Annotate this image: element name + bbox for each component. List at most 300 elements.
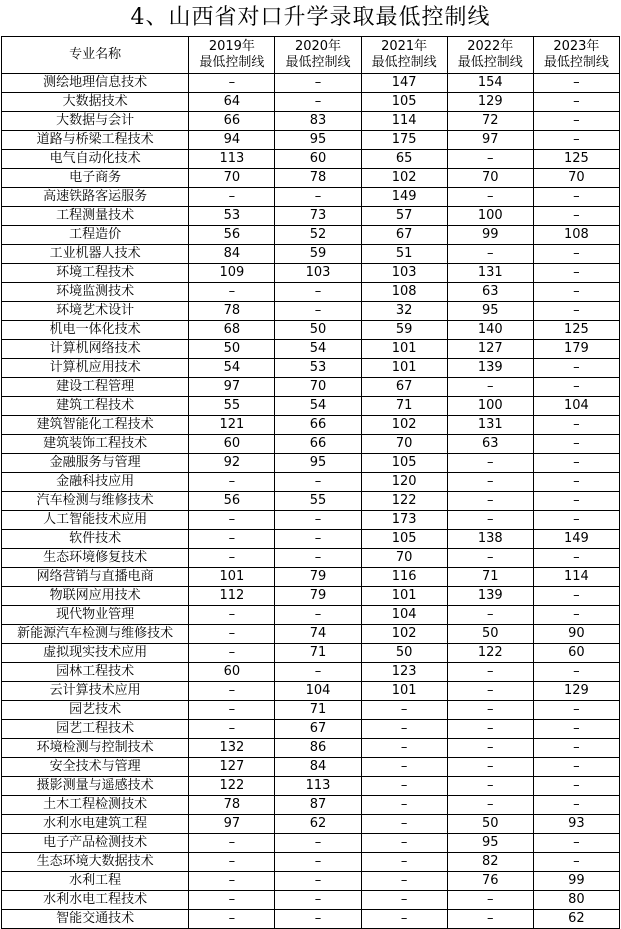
table-row (2, 340, 620, 359)
score-2020-cell: 50 (275, 321, 361, 340)
table-row (2, 910, 620, 929)
score-2023-cell: 149 (533, 530, 619, 549)
score-2023-cell: 114 (533, 568, 619, 587)
table-row (2, 853, 620, 872)
score-2020-cell: 59 (275, 245, 361, 264)
score-2022-cell: – (447, 720, 533, 739)
score-2019-cell: 109 (189, 264, 275, 283)
major-name-cell: 机电一体化技术 (2, 321, 189, 340)
major-name-cell: 建筑装饰工程技术 (2, 435, 189, 454)
score-2020-cell: 79 (275, 568, 361, 587)
score-2019-cell: 50 (189, 340, 275, 359)
score-2019-cell: 97 (189, 815, 275, 834)
score-2020-cell: 52 (275, 226, 361, 245)
score-2023-cell: 62 (533, 910, 619, 929)
major-name-cell: 电子产品检测技术 (2, 834, 189, 853)
column-header-2020 (275, 37, 361, 74)
major-name-cell: 新能源汽车检测与维修技术 (2, 625, 189, 644)
score-2020-cell: 62 (275, 815, 361, 834)
score-2022-cell: – (447, 701, 533, 720)
score-2022-cell: – (447, 891, 533, 910)
score-2019-cell: – (189, 625, 275, 644)
score-2021-cell: 57 (361, 207, 447, 226)
score-2020-cell: 60 (275, 150, 361, 169)
table-row (2, 226, 620, 245)
table-row (2, 264, 620, 283)
major-name-cell: 软件技术 (2, 530, 189, 549)
score-2023-cell: – (533, 435, 619, 454)
score-2023-cell: – (533, 283, 619, 302)
major-name-cell: 环境监测技术 (2, 283, 189, 302)
score-2021-cell: 102 (361, 416, 447, 435)
major-name-cell: 建设工程管理 (2, 378, 189, 397)
major-name-cell: 计算机应用技术 (2, 359, 189, 378)
score-2023-cell: 129 (533, 682, 619, 701)
table-row (2, 511, 620, 530)
header-year: 2023年 (553, 39, 600, 54)
table-body (2, 74, 620, 929)
score-2022-cell: 154 (447, 74, 533, 93)
table-row (2, 112, 620, 131)
score-2021-cell: – (361, 834, 447, 853)
score-2023-cell: – (533, 587, 619, 606)
major-name-cell: 计算机网络技术 (2, 340, 189, 359)
score-2019-cell: 53 (189, 207, 275, 226)
score-2019-cell: 122 (189, 777, 275, 796)
score-2020-cell: 86 (275, 739, 361, 758)
score-2023-cell: – (533, 549, 619, 568)
score-2020-cell: – (275, 511, 361, 530)
score-2023-cell: 90 (533, 625, 619, 644)
score-2022-cell: – (447, 378, 533, 397)
score-2019-cell: 97 (189, 378, 275, 397)
score-2023-cell: – (533, 245, 619, 264)
score-2020-cell: 103 (275, 264, 361, 283)
score-2023-cell: – (533, 416, 619, 435)
table-row (2, 150, 620, 169)
table-row (2, 739, 620, 758)
header-sub: 最低控制线 (457, 55, 523, 70)
score-2020-cell: – (275, 663, 361, 682)
score-2021-cell: 71 (361, 397, 447, 416)
table-row (2, 321, 620, 340)
score-2021-cell: 116 (361, 568, 447, 587)
major-name-cell: 安全技术与管理 (2, 758, 189, 777)
score-2019-cell: – (189, 682, 275, 701)
table-row (2, 188, 620, 207)
score-2020-cell: – (275, 530, 361, 549)
major-name-cell: 金融服务与管理 (2, 454, 189, 473)
table-row (2, 435, 620, 454)
column-header-2019 (189, 37, 275, 74)
score-2020-cell: 71 (275, 644, 361, 663)
major-name-cell: 水利水电工程技术 (2, 891, 189, 910)
score-2020-cell: 55 (275, 492, 361, 511)
score-2019-cell: 113 (189, 150, 275, 169)
score-2023-cell: – (533, 606, 619, 625)
table-row (2, 568, 620, 587)
score-2023-cell: – (533, 473, 619, 492)
table-row (2, 283, 620, 302)
score-2021-cell: 122 (361, 492, 447, 511)
major-name-cell: 摄影测量与遥感技术 (2, 777, 189, 796)
major-name-cell: 高速铁路客运服务 (2, 188, 189, 207)
major-name-cell: 园林工程技术 (2, 663, 189, 682)
score-2023-cell: – (533, 492, 619, 511)
score-2022-cell: 82 (447, 853, 533, 872)
major-name-cell: 建筑智能化工程技术 (2, 416, 189, 435)
score-2023-cell: 70 (533, 169, 619, 188)
table-row (2, 454, 620, 473)
score-2023-cell: 80 (533, 891, 619, 910)
score-2023-cell: – (533, 758, 619, 777)
major-name-cell: 环境艺术设计 (2, 302, 189, 321)
score-2022-cell: 95 (447, 834, 533, 853)
score-2023-cell: 108 (533, 226, 619, 245)
score-2023-cell: – (533, 264, 619, 283)
major-name-cell: 虚拟现实技术应用 (2, 644, 189, 663)
score-2021-cell: 51 (361, 245, 447, 264)
score-2019-cell: 121 (189, 416, 275, 435)
score-2023-cell: – (533, 777, 619, 796)
score-2019-cell: – (189, 644, 275, 663)
score-2021-cell: 101 (361, 359, 447, 378)
score-2019-cell: – (189, 872, 275, 891)
table-row (2, 682, 620, 701)
header-row (2, 37, 620, 74)
score-2020-cell: – (275, 188, 361, 207)
score-2019-cell: 84 (189, 245, 275, 264)
major-name-cell: 土木工程检测技术 (2, 796, 189, 815)
score-2020-cell: 104 (275, 682, 361, 701)
score-2023-cell: – (533, 188, 619, 207)
score-2023-cell: 99 (533, 872, 619, 891)
table-row (2, 549, 620, 568)
score-2022-cell: – (447, 739, 533, 758)
score-2019-cell: 92 (189, 454, 275, 473)
score-2023-cell: – (533, 302, 619, 321)
score-2021-cell: 59 (361, 321, 447, 340)
score-2020-cell: 78 (275, 169, 361, 188)
score-2021-cell: – (361, 872, 447, 891)
score-2021-cell: – (361, 853, 447, 872)
score-2019-cell: – (189, 511, 275, 530)
score-2021-cell: 104 (361, 606, 447, 625)
header-year: 2022年 (467, 39, 514, 54)
score-2019-cell: 60 (189, 435, 275, 454)
major-name-cell: 工业机器人技术 (2, 245, 189, 264)
score-2019-cell: – (189, 720, 275, 739)
table-row (2, 169, 620, 188)
major-name-cell: 建筑工程技术 (2, 397, 189, 416)
table-row (2, 815, 620, 834)
score-2023-cell: 125 (533, 321, 619, 340)
score-2019-cell: 56 (189, 492, 275, 511)
page-title: 4、山西省对口升学录取最低控制线 (130, 5, 491, 30)
score-2023-cell: – (533, 112, 619, 131)
table-row (2, 720, 620, 739)
score-2021-cell: – (361, 777, 447, 796)
score-2019-cell: – (189, 283, 275, 302)
score-2021-cell: 65 (361, 150, 447, 169)
score-2022-cell: 139 (447, 359, 533, 378)
score-2021-cell: 67 (361, 378, 447, 397)
score-2019-cell: 127 (189, 758, 275, 777)
score-2021-cell: 102 (361, 169, 447, 188)
score-2023-cell: – (533, 511, 619, 530)
major-name-cell: 智能交通技术 (2, 910, 189, 929)
score-2021-cell: – (361, 815, 447, 834)
score-2020-cell: – (275, 910, 361, 929)
score-2022-cell: 50 (447, 625, 533, 644)
score-2020-cell: 70 (275, 378, 361, 397)
score-2021-cell: – (361, 701, 447, 720)
score-2023-cell: – (533, 359, 619, 378)
table-row (2, 131, 620, 150)
score-2020-cell: 95 (275, 454, 361, 473)
major-name-cell: 汽车检测与维修技术 (2, 492, 189, 511)
major-name-cell: 云计算技术应用 (2, 682, 189, 701)
major-name-cell: 水利水电建筑工程 (2, 815, 189, 834)
score-2022-cell: 71 (447, 568, 533, 587)
score-2020-cell: – (275, 283, 361, 302)
score-2022-cell: 100 (447, 207, 533, 226)
column-header-2022 (447, 37, 533, 74)
score-2019-cell: 64 (189, 93, 275, 112)
table-row (2, 663, 620, 682)
score-2022-cell: 127 (447, 340, 533, 359)
score-table (1, 36, 620, 929)
table-row (2, 359, 620, 378)
table-row (2, 93, 620, 112)
table-row (2, 758, 620, 777)
score-2019-cell: 55 (189, 397, 275, 416)
score-2023-cell: – (533, 454, 619, 473)
score-2019-cell: – (189, 188, 275, 207)
score-2022-cell: 131 (447, 416, 533, 435)
score-2019-cell: 66 (189, 112, 275, 131)
score-2023-cell: 93 (533, 815, 619, 834)
score-2022-cell: – (447, 245, 533, 264)
score-2020-cell: 66 (275, 416, 361, 435)
score-2020-cell: – (275, 549, 361, 568)
score-2019-cell: – (189, 549, 275, 568)
header-sub: 最低控制线 (543, 55, 609, 70)
major-name-cell: 环境检测与控制技术 (2, 739, 189, 758)
score-2021-cell: 114 (361, 112, 447, 131)
score-2022-cell: – (447, 663, 533, 682)
score-2021-cell: 32 (361, 302, 447, 321)
table-row (2, 606, 620, 625)
major-name-cell: 生态环境修复技术 (2, 549, 189, 568)
score-2021-cell: – (361, 758, 447, 777)
score-2021-cell: 105 (361, 530, 447, 549)
major-name-cell: 水利工程 (2, 872, 189, 891)
score-2021-cell: – (361, 720, 447, 739)
score-2021-cell: 149 (361, 188, 447, 207)
score-2023-cell: – (533, 131, 619, 150)
score-2020-cell: 95 (275, 131, 361, 150)
score-2023-cell: – (533, 701, 619, 720)
major-name-cell: 网络营销与直播电商 (2, 568, 189, 587)
score-2022-cell: 139 (447, 587, 533, 606)
major-name-cell: 园艺工程技术 (2, 720, 189, 739)
major-name-cell: 电气自动化技术 (2, 150, 189, 169)
score-2023-cell: – (533, 207, 619, 226)
header-sub: 最低控制线 (199, 55, 265, 70)
major-name-cell: 测绘地理信息技术 (2, 74, 189, 93)
score-2023-cell: – (533, 74, 619, 93)
score-2019-cell: – (189, 910, 275, 929)
score-2022-cell: – (447, 511, 533, 530)
major-name-cell: 园艺技术 (2, 701, 189, 720)
score-2023-cell: – (533, 720, 619, 739)
header-sub: 最低控制线 (285, 55, 351, 70)
score-2022-cell: – (447, 796, 533, 815)
table-row (2, 378, 620, 397)
score-2019-cell: 70 (189, 169, 275, 188)
score-2023-cell: – (533, 739, 619, 758)
score-2022-cell: – (447, 758, 533, 777)
score-2023-cell: – (533, 796, 619, 815)
score-2023-cell: 179 (533, 340, 619, 359)
score-2020-cell: 54 (275, 397, 361, 416)
score-2020-cell: 53 (275, 359, 361, 378)
score-2022-cell: – (447, 606, 533, 625)
score-2019-cell: 78 (189, 796, 275, 815)
column-header-major: 专业名称 (2, 37, 189, 74)
score-2020-cell: – (275, 891, 361, 910)
score-2021-cell: 175 (361, 131, 447, 150)
score-2020-cell: – (275, 853, 361, 872)
major-name-cell: 生态环境大数据技术 (2, 853, 189, 872)
table-row (2, 492, 620, 511)
score-2022-cell: – (447, 150, 533, 169)
major-name-cell: 现代物业管理 (2, 606, 189, 625)
score-2022-cell: 50 (447, 815, 533, 834)
score-2020-cell: 67 (275, 720, 361, 739)
table-row (2, 644, 620, 663)
table-row (2, 397, 620, 416)
table-row (2, 834, 620, 853)
score-2021-cell: 101 (361, 340, 447, 359)
score-2021-cell: 102 (361, 625, 447, 644)
score-2022-cell: – (447, 682, 533, 701)
score-2023-cell: 125 (533, 150, 619, 169)
score-2019-cell: 60 (189, 663, 275, 682)
table-row (2, 245, 620, 264)
header-year: 2020年 (294, 39, 342, 54)
score-2022-cell: – (447, 777, 533, 796)
major-name-cell: 工程造价 (2, 226, 189, 245)
score-2022-cell: 122 (447, 644, 533, 663)
score-2022-cell: 95 (447, 302, 533, 321)
header-year: 2019年 (208, 39, 255, 54)
score-2022-cell: 97 (447, 131, 533, 150)
score-2020-cell: 83 (275, 112, 361, 131)
score-2021-cell: 101 (361, 682, 447, 701)
major-name-cell: 大数据技术 (2, 93, 189, 112)
score-2019-cell: – (189, 74, 275, 93)
score-2022-cell: 63 (447, 435, 533, 454)
table-row (2, 416, 620, 435)
score-2021-cell: – (361, 739, 447, 758)
score-2019-cell: – (189, 530, 275, 549)
score-2020-cell: 79 (275, 587, 361, 606)
score-2019-cell: 56 (189, 226, 275, 245)
score-2020-cell: – (275, 302, 361, 321)
score-2020-cell: – (275, 834, 361, 853)
score-2023-cell: – (533, 853, 619, 872)
major-name-cell: 人工智能技术应用 (2, 511, 189, 530)
table-row (2, 625, 620, 644)
table-row (2, 891, 620, 910)
table-row (2, 701, 620, 720)
major-name-cell: 道路与桥梁工程技术 (2, 131, 189, 150)
score-2019-cell: 54 (189, 359, 275, 378)
score-2021-cell: 70 (361, 435, 447, 454)
score-2022-cell: – (447, 549, 533, 568)
score-2020-cell: – (275, 93, 361, 112)
score-2022-cell: 99 (447, 226, 533, 245)
column-header-2023 (533, 37, 619, 74)
score-2020-cell: 66 (275, 435, 361, 454)
table-row (2, 530, 620, 549)
score-2020-cell: – (275, 74, 361, 93)
score-2019-cell: 132 (189, 739, 275, 758)
score-2022-cell: 76 (447, 872, 533, 891)
column-header-2021 (361, 37, 447, 74)
header-year: 2021年 (381, 39, 428, 54)
score-2019-cell: 101 (189, 568, 275, 587)
score-2021-cell: – (361, 891, 447, 910)
score-2021-cell: 50 (361, 644, 447, 663)
score-2022-cell: – (447, 454, 533, 473)
score-2021-cell: 105 (361, 93, 447, 112)
score-2022-cell: 140 (447, 321, 533, 340)
score-2020-cell: 74 (275, 625, 361, 644)
score-2020-cell: – (275, 872, 361, 891)
table-row (2, 777, 620, 796)
score-2021-cell: 101 (361, 587, 447, 606)
major-name-cell: 电子商务 (2, 169, 189, 188)
score-2020-cell: – (275, 473, 361, 492)
score-2023-cell: 60 (533, 644, 619, 663)
score-2021-cell: 173 (361, 511, 447, 530)
score-2021-cell: – (361, 910, 447, 929)
score-2022-cell: – (447, 473, 533, 492)
score-2019-cell: 112 (189, 587, 275, 606)
score-2019-cell: – (189, 701, 275, 720)
table-row (2, 207, 620, 226)
score-2020-cell: 84 (275, 758, 361, 777)
score-2019-cell: – (189, 834, 275, 853)
score-2022-cell: 138 (447, 530, 533, 549)
score-2022-cell: – (447, 910, 533, 929)
score-2019-cell: 94 (189, 131, 275, 150)
score-2021-cell: 105 (361, 454, 447, 473)
score-2022-cell: 129 (447, 93, 533, 112)
score-2020-cell: – (275, 606, 361, 625)
score-2021-cell: 123 (361, 663, 447, 682)
score-2021-cell: 70 (361, 549, 447, 568)
score-2022-cell: 100 (447, 397, 533, 416)
score-2020-cell: 71 (275, 701, 361, 720)
score-2022-cell: 72 (447, 112, 533, 131)
score-2019-cell: – (189, 606, 275, 625)
score-2023-cell: 104 (533, 397, 619, 416)
score-2021-cell: – (361, 796, 447, 815)
